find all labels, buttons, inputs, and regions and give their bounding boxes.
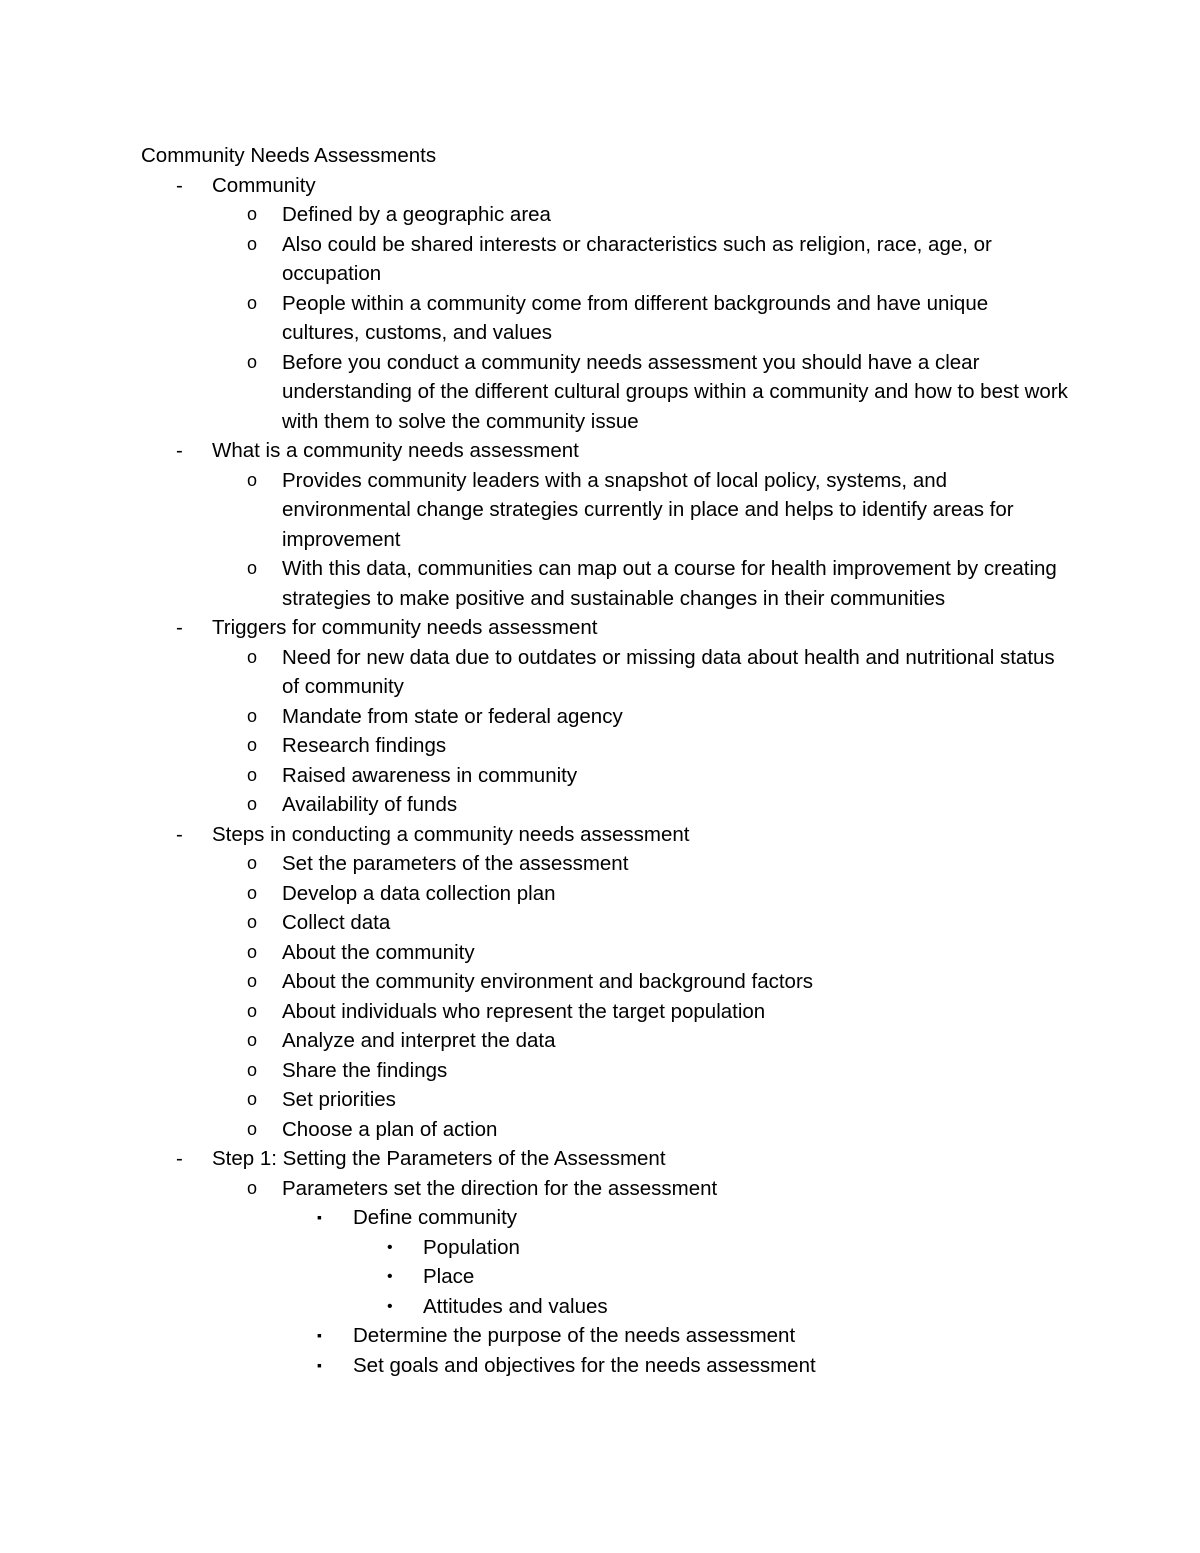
- document-title: Community Needs Assessments: [141, 144, 437, 167]
- list-item: [141, 554, 1071, 613]
- circle-bullet-icon: o: [247, 1030, 258, 1050]
- square-bullet-icon: ▪: [317, 1209, 322, 1225]
- dash-marker: -: [176, 439, 183, 462]
- circle-bullet-icon: o: [247, 971, 258, 991]
- item-text: About the community: [282, 940, 475, 964]
- item-text: Mandate from state or federal agency: [282, 704, 623, 728]
- circle-bullet-icon: o: [247, 233, 258, 254]
- list-subsubitem: [141, 1292, 1071, 1322]
- dot-bullet-icon: •: [387, 1297, 393, 1315]
- dot-bullet-icon: •: [387, 1238, 393, 1256]
- item-text: Need for new data due to outdates or missing data about health and nutritional status of community: [282, 645, 1055, 698]
- list-item: [141, 879, 1071, 909]
- heading-text: What is a community needs assessment: [212, 439, 579, 462]
- circle-bullet-icon: o: [247, 794, 258, 814]
- square-bullet-icon: ▪: [317, 1327, 322, 1343]
- circle-bullet-icon: o: [247, 1118, 258, 1139]
- list-item: [141, 731, 1071, 761]
- dot-bullet-icon: •: [387, 1268, 393, 1285]
- item-text: Research findings: [282, 734, 447, 757]
- heading-text: Step 1: Setting the Parameters of the Assessment: [212, 1147, 666, 1170]
- dash-marker: -: [176, 1147, 183, 1170]
- list-item: [141, 967, 1071, 997]
- circle-bullet-icon: o: [247, 764, 258, 785]
- document-body: [141, 141, 1071, 1380]
- subsubitem-text: Population: [423, 1235, 520, 1259]
- circle-bullet-icon: o: [247, 705, 258, 726]
- outline-heading-step-1: [141, 1144, 1071, 1174]
- outline-heading-what-is: [141, 436, 1071, 466]
- circle-bullet-icon: o: [247, 941, 258, 962]
- item-text: Also could be shared interests or characteristics such as religion, race, age, or occupation: [282, 232, 992, 285]
- subsubitem-text: Place: [423, 1265, 475, 1288]
- circle-bullet-icon: o: [247, 735, 258, 755]
- circle-bullet-icon: o: [247, 646, 258, 667]
- outline-heading-community: [141, 171, 1071, 201]
- outline-list: [141, 171, 1071, 1381]
- outline-heading-triggers: [141, 613, 1071, 643]
- dash-marker: -: [176, 173, 183, 197]
- item-text: Choose a plan of action: [282, 1117, 498, 1141]
- item-text: People within a community come from different backgrounds and have unique cultures, customs, and values: [282, 291, 989, 344]
- list-item: [141, 790, 1071, 820]
- subitem-text: Define community: [353, 1206, 518, 1229]
- list-item: [141, 702, 1071, 732]
- list-item: [141, 761, 1071, 791]
- item-text: Raised awareness in community: [282, 763, 578, 787]
- list-subitem: [141, 1203, 1071, 1233]
- dash-marker: -: [176, 616, 183, 639]
- item-text: Collect data: [282, 911, 391, 934]
- list-item: [141, 289, 1071, 348]
- heading-text: Community: [212, 173, 316, 197]
- list-subitem: [141, 1351, 1071, 1381]
- circle-bullet-icon: o: [247, 1000, 258, 1021]
- heading-text: Triggers for community needs assessment: [212, 616, 598, 639]
- list-item: [141, 1056, 1071, 1086]
- list-item: [141, 1115, 1071, 1145]
- list-item: [141, 466, 1071, 555]
- list-item: [141, 1174, 1071, 1204]
- list-item: [141, 1085, 1071, 1115]
- circle-bullet-icon: o: [247, 1059, 258, 1080]
- circle-bullet-icon: o: [247, 1177, 258, 1198]
- item-text: Parameters set the direction for the assessment: [282, 1176, 718, 1200]
- list-subsubitem: [141, 1262, 1071, 1292]
- list-item: [141, 997, 1071, 1027]
- item-text: Provides community leaders with a snapshot of local policy, systems, and environmental change strategies currently in place and helps to identify areas for improvement: [282, 468, 1014, 551]
- item-text: About individuals who represent the target population: [282, 999, 766, 1023]
- item-text: Defined by a geographic area: [282, 203, 551, 226]
- list-item: [141, 348, 1071, 437]
- item-text: With this data, communities can map out a course for health improvement by creating strategies to make positive and sustainable changes in their communities: [282, 557, 1057, 610]
- circle-bullet-icon: o: [247, 351, 258, 372]
- item-text: Before you conduct a community needs assessment you should have a clear understanding of the different cultural groups within a community and how to best work with them to solve the community issue: [282, 350, 1068, 433]
- list-item: [141, 200, 1071, 230]
- circle-bullet-icon: o: [247, 912, 258, 932]
- subitem-text: Set goals and objectives for the needs assessment: [353, 1353, 816, 1377]
- item-text: Set priorities: [282, 1088, 396, 1111]
- item-text: Set the parameters of the assessment: [282, 852, 629, 875]
- list-item: [141, 938, 1071, 968]
- item-text: Analyze and interpret the data: [282, 1029, 556, 1052]
- circle-bullet-icon: o: [247, 469, 258, 490]
- square-bullet-icon: ▪: [317, 1356, 322, 1373]
- circle-bullet-icon: o: [247, 882, 258, 903]
- item-text: Share the findings: [282, 1058, 448, 1082]
- outline-heading-steps: [141, 820, 1071, 850]
- circle-bullet-icon: o: [247, 204, 258, 224]
- list-item: [141, 230, 1071, 289]
- list-subsubitem: [141, 1233, 1071, 1263]
- circle-bullet-icon: o: [247, 558, 258, 578]
- dash-marker: -: [176, 822, 183, 846]
- item-text: Availability of funds: [282, 793, 458, 816]
- circle-bullet-icon: o: [247, 853, 258, 873]
- subitem-text: Determine the purpose of the needs assessment: [353, 1324, 796, 1347]
- item-text: Develop a data collection plan: [282, 881, 556, 905]
- list-item: [141, 1026, 1071, 1056]
- list-subitem: [141, 1321, 1071, 1351]
- circle-bullet-icon: o: [247, 1089, 258, 1109]
- subsubitem-text: Attitudes and values: [423, 1294, 608, 1318]
- list-item: [141, 908, 1071, 938]
- heading-text: Steps in conducting a community needs assessment: [212, 822, 690, 846]
- list-item: [141, 849, 1071, 879]
- list-item: [141, 643, 1071, 702]
- circle-bullet-icon: o: [247, 292, 258, 313]
- item-text: About the community environment and background factors: [282, 970, 814, 993]
